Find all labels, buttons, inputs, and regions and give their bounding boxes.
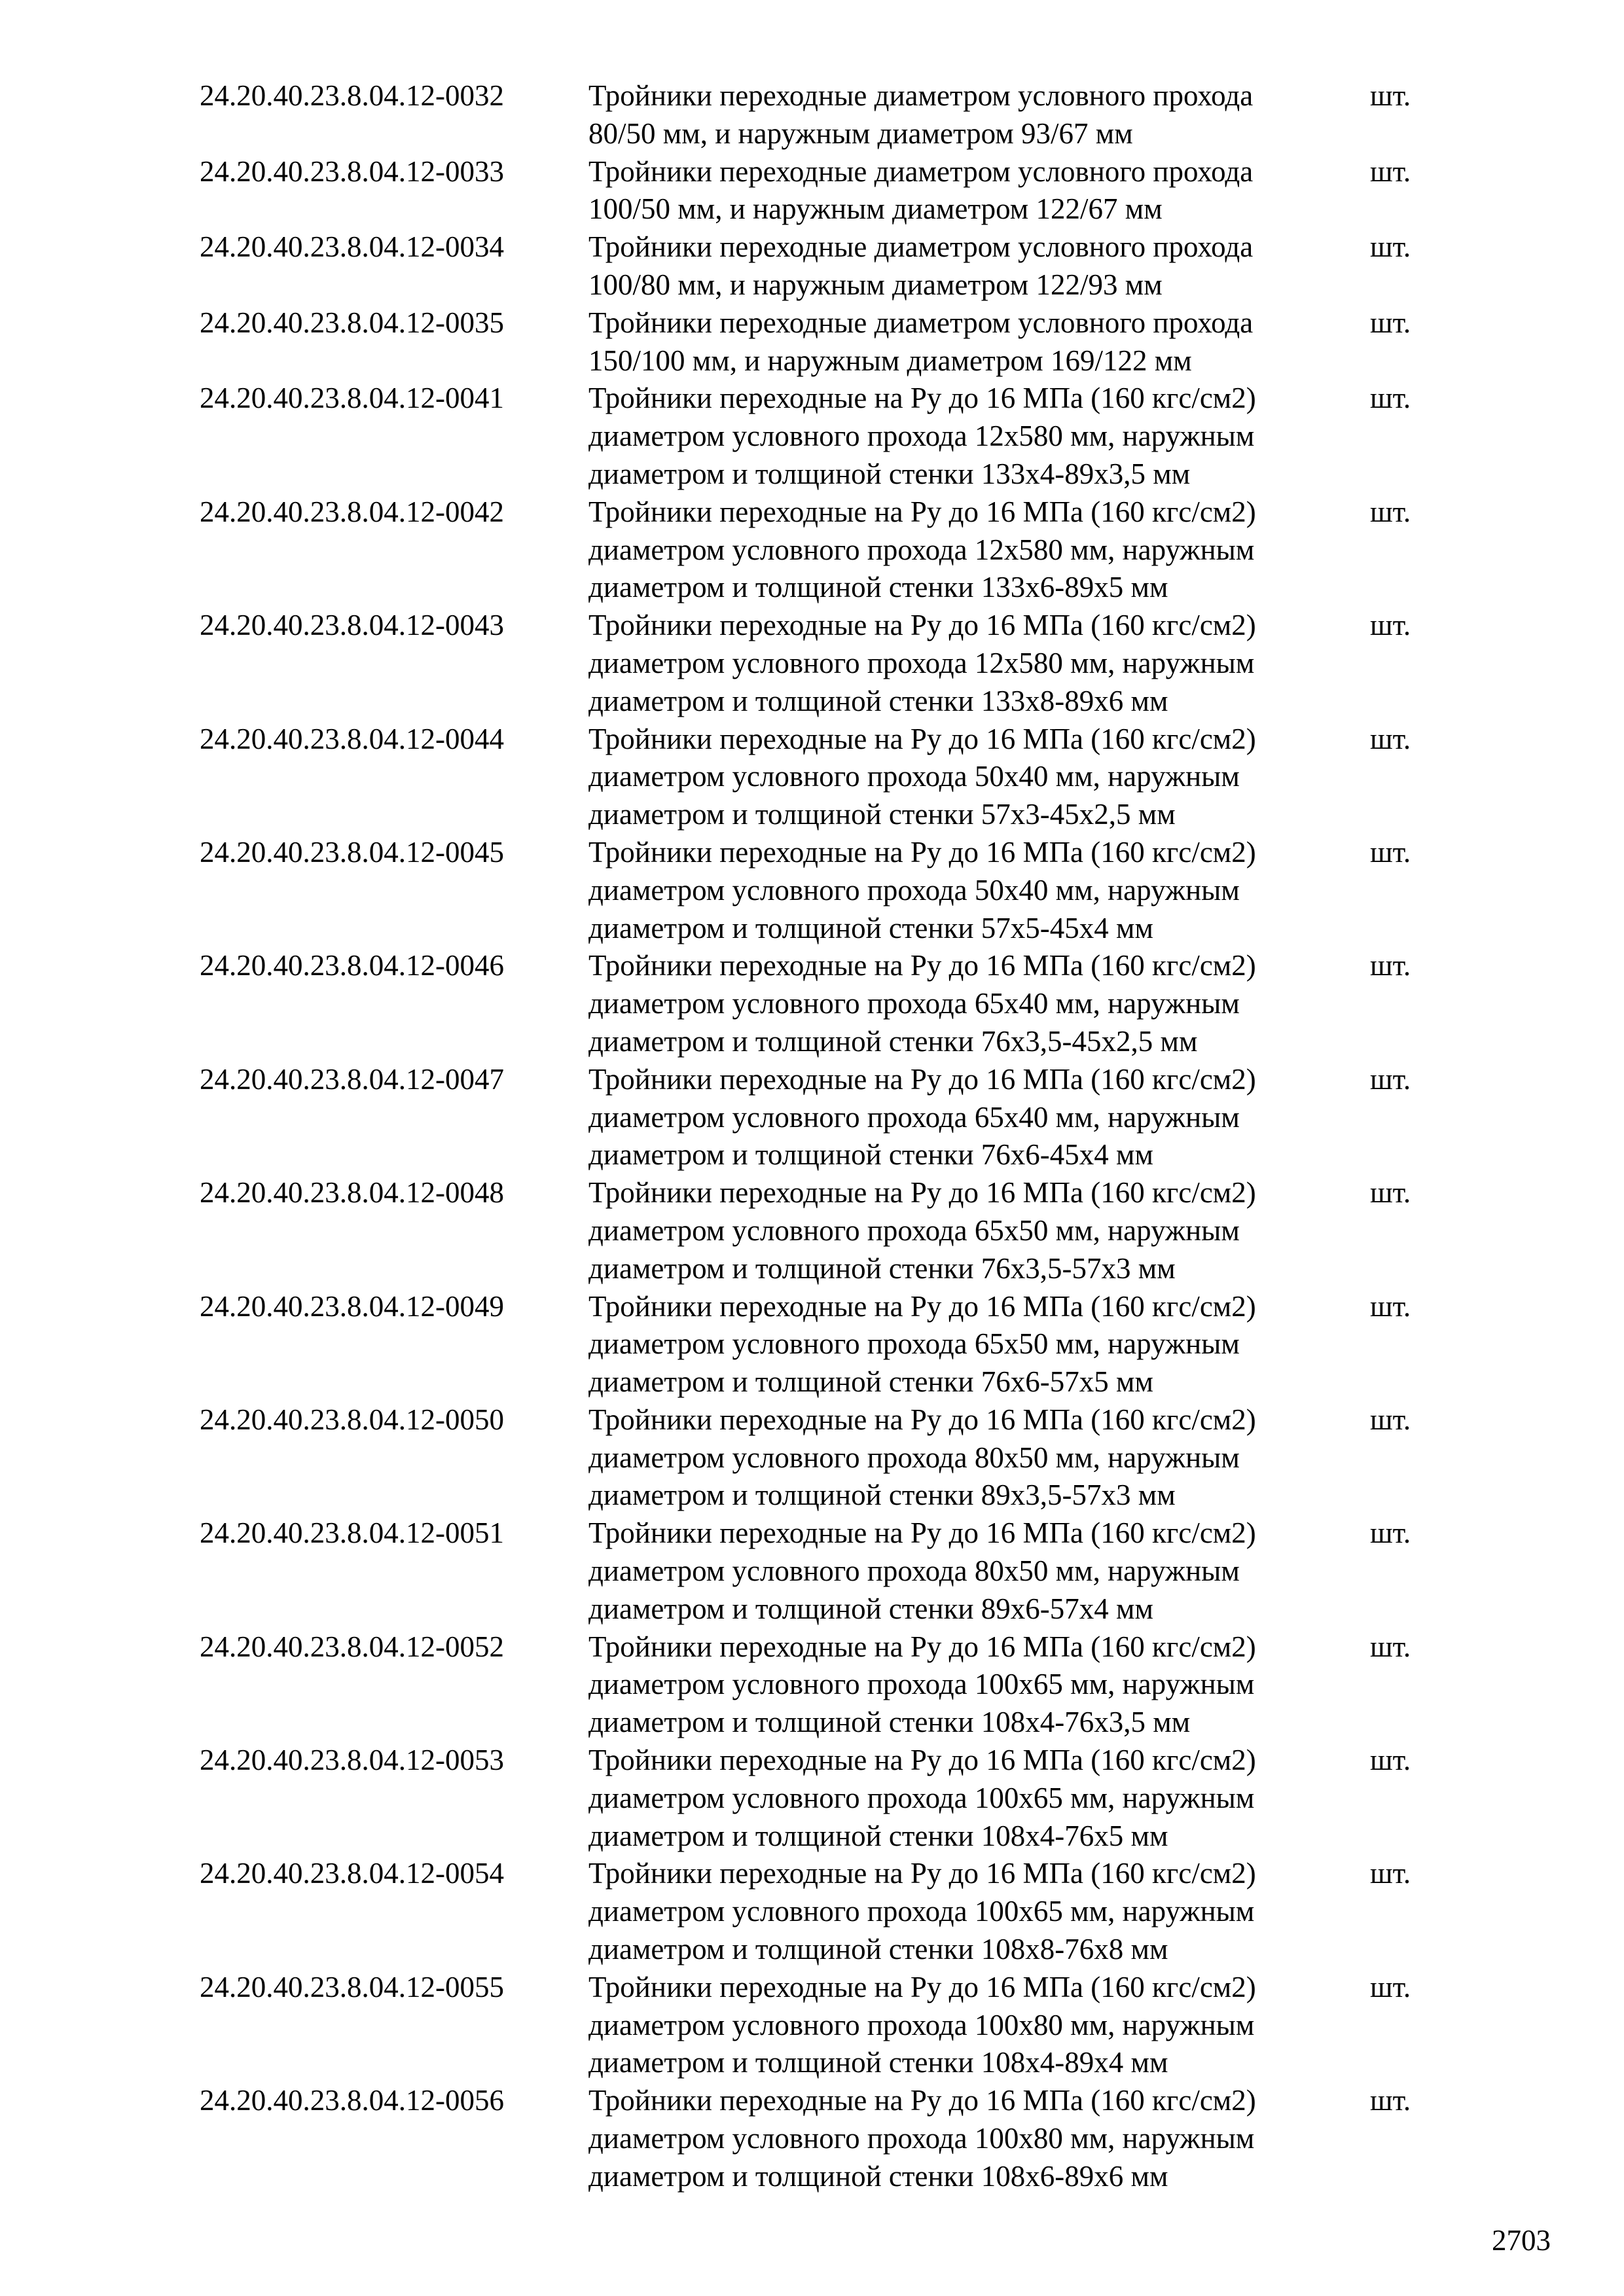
description-line: диаметром условного прохода 100х65 мм, наружным [588,1668,1255,1701]
description-line: Тройники переходные на Ру до 16 МПа (160 кгс/см2) [588,1857,1256,1890]
description-line: Тройники переходные на Ру до 16 МПа (160 кгс/см2) [588,1176,1256,1210]
item-description [588,1061,1370,1174]
description-line: диаметром и толщиной стенки 89х3,5-57х3 мм [588,1479,1176,1512]
description-line: диаметром условного прохода 12х580 мм, наружным [588,646,1255,679]
description-line: диаметром и толщиной стенки 108х6-89х6 мм [588,2159,1168,2193]
table-row [200,1288,1443,1401]
item-code: 24.20.40.23.8.04.12-0042 [200,495,504,528]
item-code: 24.20.40.23.8.04.12-0046 [200,949,504,982]
item-description [588,1288,1370,1401]
item-description [588,1855,1370,1968]
item-code: 24.20.40.23.8.04.12-0049 [200,1289,504,1323]
unit-of-measure: шт. [1370,79,1411,112]
description-line: 80/50 мм, и наружным диаметром 93/67 мм [588,117,1133,150]
description-line: Тройники переходные на Ру до 16 МПа (160 кгс/см2) [588,382,1256,415]
description-line: диаметром условного прохода 100х80 мм, наружным [588,2122,1255,2155]
unit-of-measure: шт. [1370,1289,1411,1323]
description-line: Тройники переходные диаметром условного прохода [588,79,1254,112]
description-line: Тройники переходные диаметром условного прохода [588,230,1254,264]
unit-of-measure: шт. [1370,495,1411,528]
unit-of-measure: шт. [1370,1403,1411,1436]
table-row [200,1969,1443,2082]
unit-of-measure: шт. [1370,1062,1411,1096]
unit-of-measure: шт. [1370,382,1411,415]
description-line: диаметром условного прохода 80х50 мм, наружным [588,1554,1240,1588]
page-number: 2703 [1492,2224,1551,2257]
unit-of-measure: шт. [1370,1176,1411,1210]
table-row [200,228,1443,304]
description-line: Тройники переходные на Ру до 16 МПа (160 кгс/см2) [588,1970,1256,2003]
description-line: диаметром условного прохода 12х580 мм, наружным [588,420,1255,453]
unit-of-measure: шт. [1370,609,1411,642]
description-line: Тройники переходные на Ру до 16 МПа (160 кгс/см2) [588,1062,1256,1096]
table-row [200,947,1443,1060]
description-line: Тройники переходные диаметром условного прохода [588,306,1254,339]
description-line: диаметром и толщиной стенки 133х4-89х3,5 мм [588,457,1191,490]
unit-of-measure: шт. [1370,1516,1411,1550]
table-row [200,1174,1443,1287]
item-description [588,947,1370,1060]
item-description [588,834,1370,947]
description-line: диаметром и толщиной стенки 89х6-57х4 мм [588,1592,1153,1625]
description-line: Тройники переходные на Ру до 16 МПа (160 кгс/см2) [588,2084,1256,2117]
table-row [200,834,1443,947]
description-line: диаметром и толщиной стенки 108х8-76х8 мм [588,1933,1168,1966]
description-line: диаметром и толщиной стенки 76х3,5-45х2,5 мм [588,1024,1198,1058]
item-code: 24.20.40.23.8.04.12-0055 [200,1970,504,2003]
table-row [200,493,1443,607]
item-description [588,2082,1370,2195]
description-line: диаметром условного прохода 80х50 мм, наружным [588,1441,1240,1474]
item-code: 24.20.40.23.8.04.12-0056 [200,2084,504,2117]
item-code: 24.20.40.23.8.04.12-0052 [200,1630,504,1663]
item-code: 24.20.40.23.8.04.12-0041 [200,382,504,415]
description-line: диаметром условного прохода 65х40 мм, наружным [588,987,1240,1020]
item-code: 24.20.40.23.8.04.12-0050 [200,1403,504,1436]
unit-of-measure: шт. [1370,722,1411,755]
description-line: диаметром условного прохода 65х50 мм, наружным [588,1327,1240,1361]
item-description [588,380,1370,493]
table-row [200,1628,1443,1742]
table-row [200,1515,1443,1628]
item-code: 24.20.40.23.8.04.12-0053 [200,1744,504,1777]
item-code: 24.20.40.23.8.04.12-0043 [200,609,504,642]
description-line: диаметром и толщиной стенки 133х6-89х5 мм [588,571,1168,604]
description-line: Тройники переходные на Ру до 16 МПа (160 кгс/см2) [588,722,1256,755]
unit-of-measure: шт. [1370,2084,1411,2117]
table-row [200,77,1443,153]
description-line: диаметром условного прохода 100х65 мм, наружным [588,1895,1255,1928]
table-row [200,1061,1443,1174]
description-line: 150/100 мм, и наружным диаметром 169/122 мм [588,344,1192,377]
description-line: 100/80 мм, и наружным диаметром 122/93 мм [588,268,1163,301]
item-description [588,1969,1370,2082]
table-row [200,153,1443,229]
table-row [200,607,1443,720]
item-description [588,1174,1370,1287]
item-code: 24.20.40.23.8.04.12-0051 [200,1516,504,1550]
unit-of-measure: шт. [1370,1630,1411,1663]
description-line: Тройники переходные на Ру до 16 МПа (160 кгс/см2) [588,1403,1256,1436]
item-code: 24.20.40.23.8.04.12-0032 [200,79,504,112]
description-line: Тройники переходные на Ру до 16 МПа (160 кгс/см2) [588,495,1256,528]
table-row [200,380,1443,493]
item-description [588,153,1370,229]
table-row [200,1401,1443,1515]
item-code: 24.20.40.23.8.04.12-0047 [200,1062,504,1096]
table-row [200,721,1443,834]
item-description [588,493,1370,607]
item-code: 24.20.40.23.8.04.12-0033 [200,154,504,188]
unit-of-measure: шт. [1370,1857,1411,1890]
table-row [200,2082,1443,2195]
description-line: диаметром и толщиной стенки 108х4-76х3,5 мм [588,1706,1191,1739]
table-row [200,1742,1443,1855]
description-line: диаметром и толщиной стенки 76х6-57х5 мм [588,1365,1153,1399]
item-code: 24.20.40.23.8.04.12-0044 [200,722,504,755]
item-description [588,77,1370,153]
description-line: диаметром условного прохода 50х40 мм, наружным [588,873,1240,906]
description-line: диаметром и толщиной стенки 108х4-76х5 мм [588,1819,1168,1852]
table-row [200,304,1443,380]
unit-of-measure: шт. [1370,306,1411,339]
description-line: диаметром условного прохода 65х40 мм, наружным [588,1100,1240,1134]
description-line: диаметром и толщиной стенки 108х4-89х4 мм [588,2046,1168,2079]
item-code: 24.20.40.23.8.04.12-0054 [200,1857,504,1890]
description-line: Тройники переходные на Ру до 16 МПа (160 кгс/см2) [588,1630,1256,1663]
description-line: Тройники переходные на Ру до 16 МПа (160 кгс/см2) [588,1516,1256,1550]
unit-of-measure: шт. [1370,835,1411,869]
description-line: диаметром и толщиной стенки 76х3,5-57х3 мм [588,1251,1176,1285]
unit-of-measure: шт. [1370,154,1411,188]
item-description [588,1742,1370,1855]
item-description [588,1515,1370,1628]
item-description [588,607,1370,720]
description-line: Тройники переходные на Ру до 16 МПа (160 кгс/см2) [588,1289,1256,1323]
description-line: диаметром условного прохода 100х80 мм, наружным [588,2008,1255,2041]
description-line: диаметром и толщиной стенки 57х3-45х2,5 мм [588,798,1176,831]
description-line: Тройники переходные на Ру до 16 МПа (160 кгс/см2) [588,1744,1256,1777]
item-code: 24.20.40.23.8.04.12-0035 [200,306,504,339]
item-code: 24.20.40.23.8.04.12-0034 [200,230,504,264]
description-line: 100/50 мм, и наружным диаметром 122/67 мм [588,192,1163,226]
description-line: диаметром условного прохода 12х580 мм, наружным [588,533,1255,566]
item-description [588,721,1370,834]
description-line: диаметром условного прохода 100х65 мм, наружным [588,1781,1255,1814]
item-description [588,1628,1370,1742]
description-line: диаметром условного прохода 65х50 мм, наружным [588,1213,1240,1247]
item-code: 24.20.40.23.8.04.12-0045 [200,835,504,869]
table-row [200,1855,1443,1968]
unit-of-measure: шт. [1370,230,1411,264]
description-line: диаметром условного прохода 50х40 мм, наружным [588,760,1240,793]
item-description [588,1401,1370,1515]
description-line: Тройники переходные на Ру до 16 МПа (160 кгс/см2) [588,835,1256,869]
description-line: диаметром и толщиной стенки 133х8-89х6 мм [588,684,1168,717]
unit-of-measure: шт. [1370,1744,1411,1777]
item-code: 24.20.40.23.8.04.12-0048 [200,1176,504,1210]
unit-of-measure: шт. [1370,949,1411,982]
unit-of-measure: шт. [1370,1970,1411,2003]
description-line: диаметром и толщиной стенки 57х5-45х4 мм [588,911,1153,944]
price-list-table [200,77,1443,2196]
item-description [588,304,1370,380]
description-line: Тройники переходные диаметром условного прохода [588,154,1254,188]
item-description [588,228,1370,304]
description-line: Тройники переходные на Ру до 16 МПа (160 кгс/см2) [588,949,1256,982]
description-line: диаметром и толщиной стенки 76х6-45х4 мм [588,1138,1153,1172]
description-line: Тройники переходные на Ру до 16 МПа (160 кгс/см2) [588,609,1256,642]
